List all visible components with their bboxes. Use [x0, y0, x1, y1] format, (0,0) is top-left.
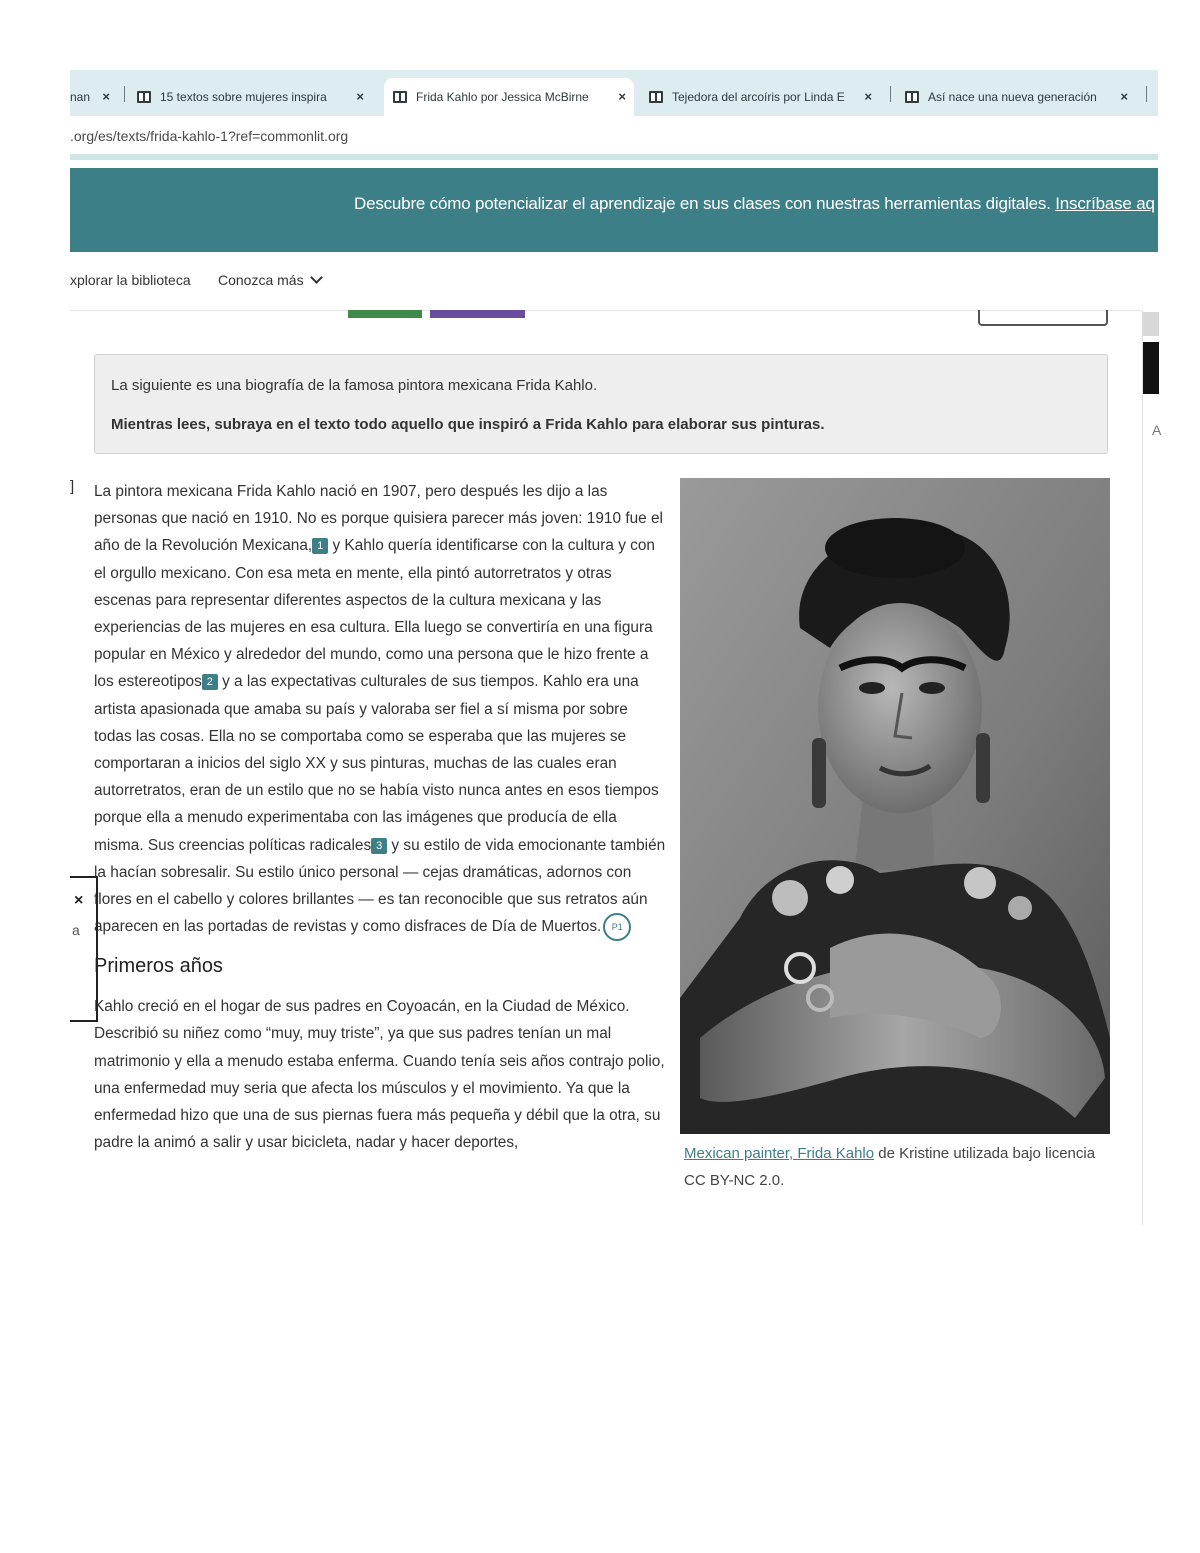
browser-screenshot	[70, 70, 1162, 1225]
green-action-button[interactable]	[348, 310, 422, 318]
nav-learn-more-label: Conozca más	[218, 272, 304, 288]
paragraph-2	[94, 993, 668, 1156]
frida-kahlo-photo	[680, 478, 1110, 1134]
tab-title: 15 textos sobre mujeres inspira	[160, 90, 327, 104]
nav-learn-more[interactable]	[218, 272, 321, 288]
tab-close-icon[interactable]: ×	[356, 89, 364, 104]
panel-dark-block	[1143, 342, 1159, 394]
address-bar[interactable]	[70, 116, 1158, 160]
paragraph-text: y a las expectativas culturales de sus tiempos. Kahlo era una artista apasionada que amaba su país y valoraba ser fiel a sí misma por sobre todas las cosas. Ella no se comportaba como se esperaba que las mujeres se comportaran a inicios del siglo XX y sus pinturas, muchas de las cuales eran autorretratos, eran de un estilo que no se había visto nunca antes en esos tiempos porque ella a menudo experimentaba con las imágenes que producía de ella misma. Sus creencias políticas radicales	[94, 673, 659, 854]
purple-action-button[interactable]	[430, 310, 525, 318]
close-icon[interactable]: ×	[74, 892, 84, 909]
nav-explore-library[interactable]: xplorar la biblioteca	[70, 272, 191, 288]
url-text[interactable]: .org/es/texts/frida-kahlo-1?ref=commonlit.org	[70, 128, 349, 144]
tab-2-active[interactable]	[384, 78, 634, 116]
panel-scroll-handle[interactable]	[1143, 312, 1159, 336]
intro-line: La siguiente es una biografía de la famosa pintora mexicana Frida Kahlo.	[111, 377, 598, 394]
tab-separator	[124, 86, 125, 102]
book-icon	[648, 90, 664, 104]
tab-title: Así nace una nueva generación	[928, 90, 1097, 104]
tab-separator	[890, 86, 891, 102]
book-icon	[136, 90, 152, 104]
footnote-marker-2[interactable]: 2	[202, 674, 218, 690]
book-icon	[392, 90, 408, 104]
banner-message	[354, 194, 1155, 214]
tab-4[interactable]	[904, 80, 1136, 114]
text-intro-box	[94, 354, 1108, 454]
caption-text: de Kristine utilizada bajo licencia CC BY-NC 2.0.	[684, 1145, 1096, 1189]
paragraph-1	[94, 478, 668, 941]
tab-close-icon[interactable]: ×	[864, 89, 872, 104]
tab-0[interactable]	[70, 80, 116, 114]
promo-banner	[70, 168, 1158, 252]
paragraph-left-marker: ]	[70, 478, 75, 495]
chevron-down-icon	[310, 271, 323, 284]
tab-close-icon[interactable]: ×	[618, 89, 626, 104]
right-side-panel	[1142, 310, 1162, 1225]
tab-title: Frida Kahlo por Jessica McBirne	[416, 90, 589, 104]
tab-close-icon[interactable]: ×	[1120, 89, 1128, 104]
portrait-image	[680, 478, 1110, 1134]
paragraph-text: Kahlo creció en el hogar de sus padres en Coyoacán, en la Ciudad de México. Describió su niñez como “muy, muy triste”, ya que sus padres tenían un mal matrimonio y ella a menudo estaba enferma. Cuando tenía seis años contrajo polio, una enfermedad muy seria que afecta los músculos y el movimiento. Ya que la enfermedad hizo que una de sus piernas fuera más pequeña y débil que la otra, su padre la animó a salir y usar bicicleta, nadar y hacer deportes,	[94, 998, 665, 1152]
tab-close-icon[interactable]: ×	[102, 89, 110, 104]
photo-caption	[684, 1140, 1108, 1194]
book-icon	[904, 90, 920, 104]
paragraph-text: La pintora mexicana Frida Kahlo nació en 1907, pero después les dijo a las personas que nació en 1910. No es porque quisiera parecer más joven: 1910 fue el año de la Revolución Mexicana,	[94, 483, 663, 555]
banner-signup-link[interactable]: Inscríbase aq	[1055, 194, 1155, 213]
paragraph-text: y su estilo de vida emocionante también la hacían sobresalir. Su estilo único personal — cejas dramáticas, adornos con flores en el cabello y colores brillantes — es tan reconocible que sus retratos aún aparecen en las portadas de revistas y como disfraces de Día de Muertos.	[94, 836, 666, 936]
tab-separator	[1146, 86, 1147, 102]
article-body	[94, 478, 668, 1156]
paragraph-text: y Kahlo quería identificarse con la cultura y con el orgullo mexicano. Con esa meta en mente, ella pintó autorretratos y otras escenas para representar diferentes aspectos de la cultura mexicana y las experiencias de las mujeres en esa cultura. Ella luego se convertiría en una figura popular en México y alrededor del mundo, como una persona que le hizo frente a los estereotipos	[94, 537, 655, 691]
section-heading: Primeros años	[94, 955, 223, 978]
panel-letter: A	[1152, 422, 1162, 438]
footnote-marker-3[interactable]: 3	[371, 838, 387, 854]
banner-text: Descubre cómo potencializar el aprendizaje en sus clases con nuestras herramientas digitales.	[354, 194, 1051, 213]
intro-instruction: Mientras lees, subraya en el texto todo aquello que inspiró a Frida Kahlo para elaborar sus pinturas.	[111, 416, 825, 433]
tab-title: Tejedora del arcoíris por Linda E	[672, 90, 845, 104]
site-nav	[70, 252, 1158, 311]
paragraph-number-badge: P1	[603, 913, 631, 941]
tab-1[interactable]	[136, 80, 372, 114]
tab-3[interactable]	[648, 80, 880, 114]
tab-strip	[70, 70, 1158, 116]
outlined-control[interactable]	[978, 310, 1108, 326]
photo-source-link[interactable]: Mexican painter, Frida Kahlo	[684, 1145, 875, 1162]
annotation-side-text: a	[72, 922, 80, 938]
footnote-marker-1[interactable]: 1	[312, 538, 328, 554]
tab-title: nan	[70, 90, 91, 104]
